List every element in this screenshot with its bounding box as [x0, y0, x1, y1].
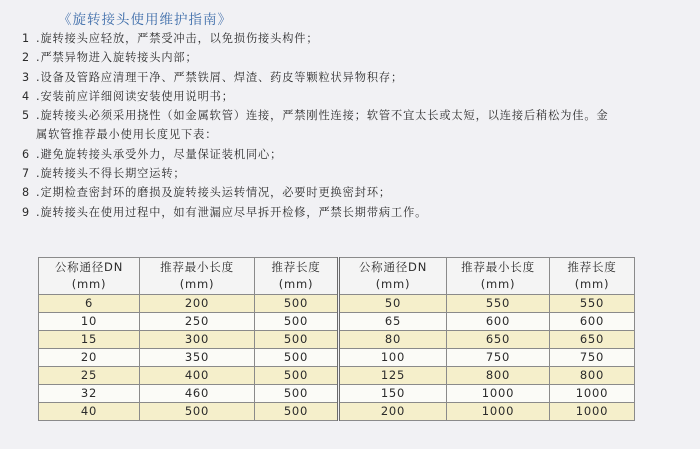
cell-min-length: 350	[140, 349, 255, 367]
cell-dn: 150	[339, 385, 447, 403]
cell-min-length: 300	[140, 331, 255, 349]
header-recommended-length: 推荐长度 (mm)	[255, 258, 339, 295]
guide-item	[22, 164, 690, 183]
cell-min-length: 200	[140, 295, 255, 313]
hose-length-table	[38, 257, 635, 421]
header-nominal-diameter: 公称通径DN (mm)	[39, 258, 140, 295]
table-row	[39, 385, 635, 403]
cell-recommended-length: 750	[550, 349, 635, 367]
guide-item-number: 8	[22, 186, 31, 200]
cell-dn: 32	[39, 385, 140, 403]
cell-recommended-length: 500	[255, 385, 339, 403]
guide-item-text: .定期检查密封环的磨损及旋转接头运转情况，必要时更换密封环；	[36, 186, 391, 200]
header-min-length: 推荐最小长度 (mm)	[140, 258, 255, 295]
guide-item	[22, 48, 690, 67]
guide-item-text: .严禁异物进入旋转接头内部；	[36, 51, 198, 65]
guide-item	[22, 68, 690, 87]
cell-dn: 10	[39, 313, 140, 331]
table-row	[39, 349, 635, 367]
table-row	[39, 295, 635, 313]
guide-item-number: 1	[22, 32, 31, 45]
guide-item-text: .安装前应详细阅读安装使用说明书；	[36, 89, 234, 103]
cell-min-length: 500	[140, 403, 255, 421]
cell-min-length: 1000	[447, 385, 550, 403]
header-recommended-length: 推荐长度 (mm)	[550, 258, 635, 295]
cell-dn: 125	[339, 367, 447, 385]
cell-dn: 50	[339, 295, 447, 313]
cell-min-length: 650	[447, 331, 550, 349]
guide-item	[22, 145, 690, 164]
cell-recommended-length: 550	[550, 295, 635, 313]
guide-item-text: 属软管推荐最小使用长度见下表：	[36, 128, 218, 142]
cell-dn: 25	[39, 367, 140, 385]
hose-length-table-container	[38, 257, 634, 421]
guide-item-text: .旋转接头不得长期空运转；	[36, 167, 186, 181]
guide-item-number: 2	[22, 51, 31, 65]
header-nominal-diameter: 公称通径DN (mm)	[339, 258, 447, 295]
cell-min-length: 1000	[447, 403, 550, 421]
cell-min-length: 550	[447, 295, 550, 313]
guide-item	[22, 29, 690, 48]
table-row	[39, 367, 635, 385]
header-min-length: 推荐最小长度 (mm)	[447, 258, 550, 295]
cell-recommended-length: 650	[550, 331, 635, 349]
guide-item-number: 3	[22, 70, 31, 84]
cell-dn: 6	[39, 295, 140, 313]
cell-recommended-length: 1000	[550, 403, 635, 421]
guide-item-number: 9	[22, 205, 31, 219]
table-header-row	[39, 258, 635, 295]
cell-dn: 40	[39, 403, 140, 421]
cell-recommended-length: 600	[550, 313, 635, 331]
cell-dn: 100	[339, 349, 447, 367]
maintenance-guide-list	[22, 29, 690, 222]
guide-item	[22, 106, 690, 125]
guide-item-text: .旋转接头应轻放，严禁受冲击，以免损伤接头构件；	[36, 32, 319, 45]
cell-min-length: 800	[447, 367, 550, 385]
guide-item	[22, 87, 690, 106]
cell-recommended-length: 800	[550, 367, 635, 385]
cell-dn: 200	[339, 403, 447, 421]
guide-item	[22, 183, 690, 202]
table-row	[39, 403, 635, 421]
cell-recommended-length: 500	[255, 331, 339, 349]
cell-dn: 65	[339, 313, 447, 331]
cell-recommended-length: 500	[255, 367, 339, 385]
table-row	[39, 331, 635, 349]
cell-min-length: 250	[140, 313, 255, 331]
cell-recommended-length: 500	[255, 349, 339, 367]
cell-recommended-length: 1000	[550, 385, 635, 403]
cell-dn: 80	[339, 331, 447, 349]
guide-item-text: .避免旋转接头承受外力，尽量保证装机同心；	[36, 147, 283, 161]
cell-recommended-length: 500	[255, 403, 339, 421]
cell-min-length: 400	[140, 367, 255, 385]
guide-item	[22, 203, 690, 222]
cell-min-length: 750	[447, 349, 550, 367]
guide-item-continuation	[22, 125, 690, 144]
cell-recommended-length: 500	[255, 313, 339, 331]
table-row	[39, 313, 635, 331]
guide-item-text: .设备及管路应清理干净、严禁铁屑、焊渣、药皮等颗粒状异物积存；	[36, 70, 404, 84]
cell-recommended-length: 500	[255, 295, 339, 313]
cell-dn: 15	[39, 331, 140, 349]
guide-item-number: 5	[22, 109, 31, 123]
guide-item-text: .旋转接头必须采用挠性（如金属软管）连接，严禁刚性连接；软管不宜太长或太短，以连接后稍松为佳。金	[36, 109, 609, 123]
guide-item-number: 4	[22, 89, 31, 103]
cell-min-length: 600	[447, 313, 550, 331]
guide-item-text: .旋转接头在使用过程中，如有泄漏应尽早拆开检修，严禁长期带病工作。	[36, 205, 428, 219]
cell-dn: 20	[39, 349, 140, 367]
guide-item-number: 7	[22, 167, 31, 181]
page-title: 《旋转接头使用维护指南》	[58, 12, 232, 28]
guide-item-number: 6	[22, 147, 31, 161]
cell-min-length: 460	[140, 385, 255, 403]
